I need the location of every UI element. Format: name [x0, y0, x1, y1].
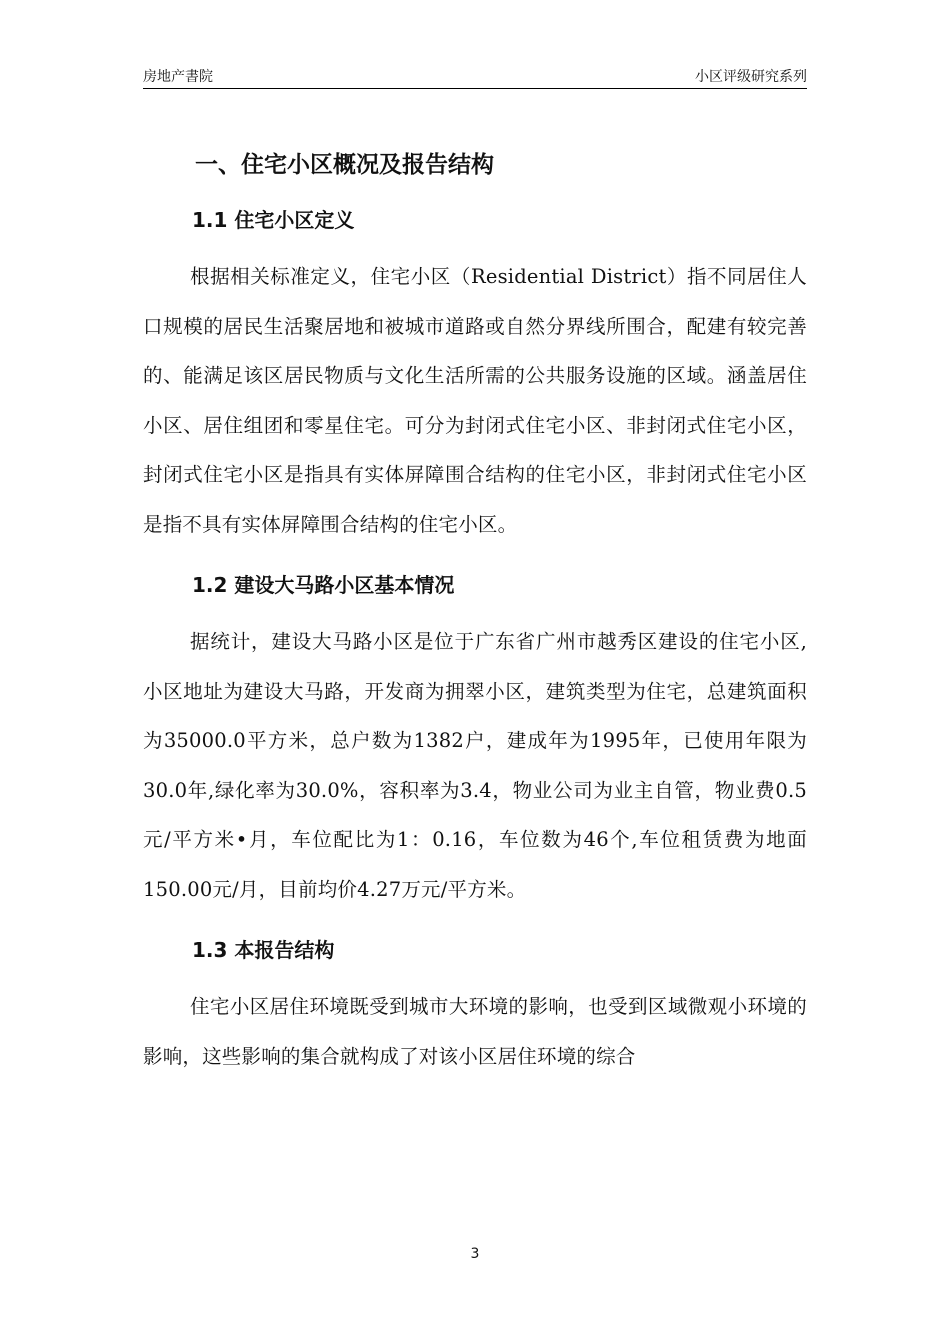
page-content: [143, 140, 807, 1081]
section-body-1-1: 根据相关标准定义，住宅小区（Residential District）指不同居住人口规模的居民生活聚居地和被城市道路或自然分界线所围合，配建有较完善的、能满足该区居民物质与文化生活所需的公共服务设施的区域。涵盖居住小区、居住组团和零星住宅。可分为封闭式住宅小区、非封闭式住宅小区，封闭式住宅小区是指具有实体屏障围合结构的住宅小区，非封闭式住宅小区是指不具有实体屏障围合结构的住宅小区。: [143, 265, 807, 536]
header-series-title: 小区评级研究系列: [695, 69, 807, 85]
page-header: [143, 62, 807, 89]
chapter-title: 一、住宅小区概况及报告结构: [195, 152, 494, 178]
page-number: 3: [470, 1246, 480, 1262]
section-body-1-2: 据统计，建设大马路小区是位于广东省广州市越秀区建设的住宅小区,小区地址为建设大马路，开发商为拥翠小区，建筑类型为住宅，总建筑面积为35000.0平方米，总户数为1382户，建成年为1995年，已使用年限为30.0年,绿化率为30.0%，容积率为3.4，物业公司为业主自管，物业费0.5元/平方米•月，车位配比为1：0.16，车位数为46个,车位租赁费为地面150.00元/月，目前均价4.27万元/平方米。: [143, 630, 807, 901]
section-body-1-3: 住宅小区居住环境既受到城市大环境的影响，也受到区域微观小环境的影响，这些影响的集合就构成了对该小区居住环境的综合: [143, 995, 807, 1068]
section-heading-1-1: 1.1 住宅小区定义: [192, 208, 355, 232]
header-publisher: 房地产書院: [143, 69, 213, 85]
section-heading-1-2: 1.2 建设大马路小区基本情况: [192, 573, 455, 597]
section-heading-1-3: 1.3 本报告结构: [192, 938, 335, 962]
